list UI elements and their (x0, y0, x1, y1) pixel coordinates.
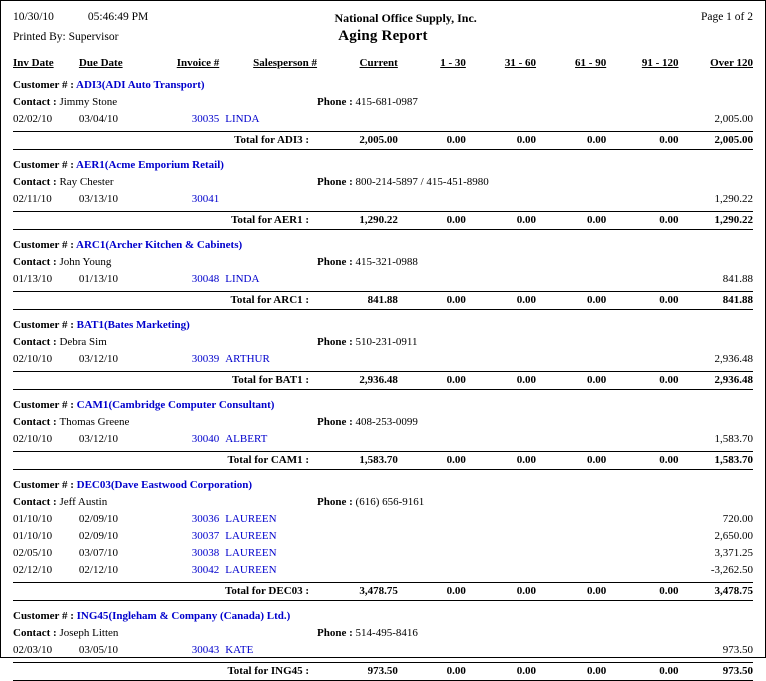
column-header-invoice: Invoice # (153, 55, 219, 75)
column-header-1-30: 1 - 30 (398, 55, 466, 75)
group-total-1-30: 0.00 (398, 663, 466, 681)
page-title: Aging Report (13, 28, 753, 45)
phone-cell (317, 254, 753, 271)
group-total-31-60: 0.00 (466, 372, 536, 390)
contact-name: John Young (59, 256, 111, 268)
cell-inv-date: 01/10/10 (13, 511, 79, 528)
group-total-31-60: 0.00 (466, 292, 536, 310)
cell-due-date: 03/12/10 (79, 351, 153, 368)
contact-label-text: Contact : (13, 176, 59, 188)
cell-due-date: 02/09/10 (79, 528, 153, 545)
cell-current (317, 642, 398, 659)
customer-header-row (13, 315, 753, 334)
group-total-over-120: 2,936.48 (679, 372, 753, 390)
cell-due-date: 01/13/10 (79, 271, 153, 288)
cell-91-120 (606, 528, 678, 545)
contact-label-text: Contact : (13, 496, 59, 508)
cell-1-30 (398, 111, 466, 128)
cell-over-120: 2,650.00 (679, 528, 753, 545)
group-total-current: 3,478.75 (317, 583, 398, 601)
group-total-over-120: 1,583.70 (679, 452, 753, 470)
cell-1-30 (398, 351, 466, 368)
contact-cell (13, 334, 317, 351)
cell-salesperson: LAUREEN (219, 545, 317, 562)
group-total-row (13, 583, 753, 601)
cell-61-90 (536, 271, 606, 288)
contact-name: Jimmy Stone (59, 96, 117, 108)
cell-current (317, 528, 398, 545)
cell-31-60 (466, 511, 536, 528)
cell-salesperson: LINDA (219, 111, 317, 128)
contact-row (13, 174, 753, 191)
group-total-current: 2,936.48 (317, 372, 398, 390)
phone-cell (317, 494, 753, 511)
group-total-61-90: 0.00 (536, 452, 606, 470)
column-header-31-60: 31 - 60 (466, 55, 536, 75)
aging-table (13, 55, 753, 681)
cell-31-60 (466, 545, 536, 562)
company-name: National Office Supply, Inc. (148, 11, 663, 26)
printed-by: Printed By: Supervisor (13, 31, 753, 43)
customer-label-text: Customer # : (13, 479, 77, 491)
cell-over-120: 973.50 (679, 642, 753, 659)
cell-inv-date: 02/10/10 (13, 431, 79, 448)
customer-label (13, 315, 317, 334)
contact-row (13, 94, 753, 111)
contact-label-text: Contact : (13, 627, 59, 639)
customer-label-text: Customer # : (13, 319, 77, 331)
cell-91-120 (606, 642, 678, 659)
group-total-row (13, 212, 753, 230)
cell-invoice-number[interactable]: 30048 (153, 271, 219, 288)
table-row (13, 351, 753, 368)
customer-name: (ADI Auto Transport) (102, 79, 205, 91)
cell-salesperson: LINDA (219, 271, 317, 288)
phone-label-text: Phone : (317, 416, 356, 428)
group-total-61-90: 0.00 (536, 292, 606, 310)
cell-invoice-number[interactable]: 30035 (153, 111, 219, 128)
group-total-current: 841.88 (317, 292, 398, 310)
table-row (13, 511, 753, 528)
group-total-over-120: 841.88 (679, 292, 753, 310)
group-total-31-60: 0.00 (466, 663, 536, 681)
customer-header-row (13, 75, 753, 94)
phone-label-text: Phone : (317, 336, 356, 348)
cell-invoice-number[interactable]: 30038 (153, 545, 219, 562)
group-total-row (13, 452, 753, 470)
table-header-row (13, 55, 753, 75)
empty-cell (317, 395, 753, 414)
customer-code[interactable]: ARC1 (76, 239, 105, 251)
group-total-61-90: 0.00 (536, 132, 606, 150)
customer-code[interactable]: AER1 (76, 159, 105, 171)
cell-salesperson: KATE (219, 642, 317, 659)
group-total-row (13, 663, 753, 681)
phone-number: 415-681-0987 (356, 96, 418, 108)
cell-61-90 (536, 545, 606, 562)
cell-due-date: 03/07/10 (79, 545, 153, 562)
company-name-block (148, 11, 663, 26)
group-total-1-30: 0.00 (398, 372, 466, 390)
cell-1-30 (398, 545, 466, 562)
cell-61-90 (536, 111, 606, 128)
customer-label-text: Customer # : (13, 159, 76, 171)
cell-61-90 (536, 562, 606, 579)
phone-cell (317, 334, 753, 351)
cell-31-60 (466, 111, 536, 128)
cell-61-90 (536, 511, 606, 528)
cell-due-date: 03/04/10 (79, 111, 153, 128)
phone-number: 510-231-0911 (356, 336, 418, 348)
cell-current (317, 545, 398, 562)
customer-label-text: Customer # : (13, 239, 76, 251)
cell-1-30 (398, 511, 466, 528)
cell-salesperson (219, 191, 317, 208)
phone-number: 408-253-0099 (356, 416, 418, 428)
group-total-91-120: 0.00 (606, 292, 678, 310)
empty-cell (317, 235, 753, 254)
cell-inv-date: 01/13/10 (13, 271, 79, 288)
cell-over-120: 1,583.70 (679, 431, 753, 448)
column-header-61-90: 61 - 90 (536, 55, 606, 75)
phone-label-text: Phone : (317, 256, 356, 268)
customer-label (13, 235, 317, 254)
cell-current (317, 351, 398, 368)
cell-31-60 (466, 562, 536, 579)
customer-label-text: Customer # : (13, 399, 77, 411)
phone-number: 415-321-0988 (356, 256, 418, 268)
customer-name: (Archer Kitchen & Cabinets) (105, 239, 242, 251)
customer-header-row (13, 155, 753, 174)
table-row (13, 431, 753, 448)
customer-name: (Cambridge Computer Consultant) (108, 399, 274, 411)
cell-61-90 (536, 528, 606, 545)
contact-name: Jeff Austin (59, 496, 107, 508)
cell-91-120 (606, 351, 678, 368)
cell-91-120 (606, 545, 678, 562)
cell-31-60 (466, 351, 536, 368)
contact-label-text: Contact : (13, 96, 59, 108)
table-row (13, 642, 753, 659)
cell-invoice-number[interactable]: 30043 (153, 642, 219, 659)
cell-31-60 (466, 642, 536, 659)
contact-row (13, 334, 753, 351)
group-total-91-120: 0.00 (606, 372, 678, 390)
cell-invoice-number[interactable]: 30040 (153, 431, 219, 448)
customer-code[interactable]: DEC03 (77, 479, 111, 491)
print-date: 10/30/10 (13, 11, 54, 23)
contact-label-text: Contact : (13, 256, 59, 268)
group-total-91-120: 0.00 (606, 583, 678, 601)
customer-name: (Dave Eastwood Corporation) (111, 479, 252, 491)
customer-code[interactable]: ADI3 (76, 79, 102, 91)
customer-name: (Bates Marketing) (104, 319, 190, 331)
cell-due-date: 02/12/10 (79, 562, 153, 579)
cell-over-120: -3,262.50 (679, 562, 753, 579)
group-total-current: 1,290.22 (317, 212, 398, 230)
group-total-over-120: 1,290.22 (679, 212, 753, 230)
column-header-inv-date: Inv Date (13, 55, 79, 75)
group-total-label: Total for ARC1 : (13, 292, 317, 310)
cell-inv-date: 02/03/10 (13, 642, 79, 659)
group-total-label: Total for ING45 : (13, 663, 317, 681)
contact-cell (13, 254, 317, 271)
cell-inv-date: 01/10/10 (13, 528, 79, 545)
cell-61-90 (536, 191, 606, 208)
cell-inv-date: 02/10/10 (13, 351, 79, 368)
contact-row (13, 254, 753, 271)
group-total-91-120: 0.00 (606, 132, 678, 150)
group-total-91-120: 0.00 (606, 663, 678, 681)
cell-61-90 (536, 351, 606, 368)
empty-cell (317, 606, 753, 625)
cell-91-120 (606, 562, 678, 579)
cell-31-60 (466, 431, 536, 448)
group-total-label: Total for AER1 : (13, 212, 317, 230)
contact-cell (13, 174, 317, 191)
empty-cell (317, 315, 753, 334)
contact-row (13, 414, 753, 431)
cell-salesperson: ARTHUR (219, 351, 317, 368)
cell-31-60 (466, 191, 536, 208)
customer-label-text: Customer # : (13, 79, 76, 91)
cell-61-90 (536, 642, 606, 659)
contact-name: Thomas Greene (59, 416, 129, 428)
contact-name: Ray Chester (59, 176, 113, 188)
cell-91-120 (606, 191, 678, 208)
empty-cell (317, 475, 753, 494)
group-total-1-30: 0.00 (398, 292, 466, 310)
cell-over-120: 1,290.22 (679, 191, 753, 208)
group-total-current: 2,005.00 (317, 132, 398, 150)
cell-due-date: 03/05/10 (79, 642, 153, 659)
column-header-due-date: Due Date (79, 55, 153, 75)
cell-inv-date: 02/11/10 (13, 191, 79, 208)
column-header-salesperson: Salesperson # (219, 55, 317, 75)
cell-current (317, 431, 398, 448)
contact-label-text: Contact : (13, 336, 59, 348)
group-total-over-120: 2,005.00 (679, 132, 753, 150)
table-row (13, 528, 753, 545)
group-total-label: Total for BAT1 : (13, 372, 317, 390)
phone-cell (317, 174, 753, 191)
cell-1-30 (398, 271, 466, 288)
customer-code[interactable]: BAT1 (77, 319, 104, 331)
cell-due-date: 02/09/10 (79, 511, 153, 528)
customer-label (13, 395, 317, 414)
table-row (13, 111, 753, 128)
group-total-31-60: 0.00 (466, 212, 536, 230)
group-total-31-60: 0.00 (466, 452, 536, 470)
contact-cell (13, 94, 317, 111)
print-time: 05:46:49 PM (88, 11, 148, 23)
group-total-1-30: 0.00 (398, 132, 466, 150)
group-total-over-120: 3,478.75 (679, 583, 753, 601)
customer-label (13, 155, 317, 174)
group-total-row (13, 292, 753, 310)
report-header (13, 11, 753, 26)
phone-cell (317, 625, 753, 642)
cell-31-60 (466, 528, 536, 545)
cell-1-30 (398, 528, 466, 545)
table-row (13, 545, 753, 562)
cell-salesperson: LAUREEN (219, 562, 317, 579)
cell-invoice-number[interactable]: 30036 (153, 511, 219, 528)
cell-due-date: 03/13/10 (79, 191, 153, 208)
phone-cell (317, 94, 753, 111)
cell-1-30 (398, 191, 466, 208)
group-total-current: 1,583.70 (317, 452, 398, 470)
customer-code[interactable]: ING45 (77, 610, 109, 622)
cell-salesperson: LAUREEN (219, 511, 317, 528)
cell-current (317, 511, 398, 528)
cell-1-30 (398, 562, 466, 579)
cell-inv-date: 02/02/10 (13, 111, 79, 128)
cell-invoice-number[interactable]: 30042 (153, 562, 219, 579)
column-header-91-120: 91 - 120 (606, 55, 678, 75)
customer-header-row (13, 606, 753, 625)
cell-invoice-number[interactable]: 30039 (153, 351, 219, 368)
column-header-current: Current (317, 55, 398, 75)
group-total-31-60: 0.00 (466, 132, 536, 150)
cell-inv-date: 02/12/10 (13, 562, 79, 579)
cell-invoice-number[interactable]: 30037 (153, 528, 219, 545)
cell-current (317, 191, 398, 208)
group-total-91-120: 0.00 (606, 212, 678, 230)
group-total-1-30: 0.00 (398, 452, 466, 470)
table-row (13, 271, 753, 288)
empty-cell (317, 75, 753, 94)
customer-label-text: Customer # : (13, 610, 77, 622)
group-total-label: Total for DEC03 : (13, 583, 317, 601)
phone-number: 800-214-5897 / 415-451-8980 (356, 176, 489, 188)
contact-cell (13, 625, 317, 642)
group-total-31-60: 0.00 (466, 583, 536, 601)
cell-over-120: 841.88 (679, 271, 753, 288)
column-header-over-120: Over 120 (679, 55, 753, 75)
phone-number: 514-495-8416 (356, 627, 418, 639)
cell-inv-date: 02/05/10 (13, 545, 79, 562)
customer-name: (Acme Emporium Retail) (105, 159, 224, 171)
phone-cell (317, 414, 753, 431)
customer-header-row (13, 235, 753, 254)
cell-over-120: 2,005.00 (679, 111, 753, 128)
cell-salesperson: ALBERT (219, 431, 317, 448)
group-total-current: 973.50 (317, 663, 398, 681)
table-row (13, 191, 753, 208)
header-datetime (13, 11, 148, 23)
group-total-61-90: 0.00 (536, 212, 606, 230)
group-total-91-120: 0.00 (606, 452, 678, 470)
contact-label-text: Contact : (13, 416, 59, 428)
cell-current (317, 562, 398, 579)
phone-label-text: Phone : (317, 627, 356, 639)
group-total-label: Total for ADI3 : (13, 132, 317, 150)
cell-current (317, 271, 398, 288)
cell-over-120: 2,936.48 (679, 351, 753, 368)
cell-invoice-number[interactable]: 30041 (153, 191, 219, 208)
group-total-61-90: 0.00 (536, 663, 606, 681)
phone-number: (616) 656-9161 (356, 496, 425, 508)
group-total-over-120: 973.50 (679, 663, 753, 681)
contact-row (13, 625, 753, 642)
cell-over-120: 3,371.25 (679, 545, 753, 562)
cell-91-120 (606, 111, 678, 128)
contact-cell (13, 494, 317, 511)
empty-cell (317, 155, 753, 174)
contact-name: Debra Sim (59, 336, 106, 348)
phone-label-text: Phone : (317, 176, 356, 188)
contact-name: Joseph Litten (59, 627, 118, 639)
cell-1-30 (398, 431, 466, 448)
contact-cell (13, 414, 317, 431)
group-total-row (13, 132, 753, 150)
phone-label-text: Phone : (317, 96, 356, 108)
cell-due-date: 03/12/10 (79, 431, 153, 448)
group-total-1-30: 0.00 (398, 212, 466, 230)
group-total-label: Total for CAM1 : (13, 452, 317, 470)
cell-over-120: 720.00 (679, 511, 753, 528)
phone-label-text: Phone : (317, 496, 356, 508)
cell-91-120 (606, 431, 678, 448)
customer-name: (Ingleham & Company (Canada) Ltd.) (108, 610, 290, 622)
cell-salesperson: LAUREEN (219, 528, 317, 545)
group-total-61-90: 0.00 (536, 583, 606, 601)
cell-31-60 (466, 271, 536, 288)
group-total-row (13, 372, 753, 390)
customer-label (13, 75, 317, 94)
table-row (13, 562, 753, 579)
cell-91-120 (606, 271, 678, 288)
customer-code[interactable]: CAM1 (77, 399, 109, 411)
page-number: Page 1 of 2 (663, 11, 753, 23)
customer-header-row (13, 395, 753, 414)
cell-91-120 (606, 511, 678, 528)
cell-1-30 (398, 642, 466, 659)
customer-label (13, 606, 317, 625)
cell-current (317, 111, 398, 128)
customer-header-row (13, 475, 753, 494)
cell-61-90 (536, 431, 606, 448)
group-total-61-90: 0.00 (536, 372, 606, 390)
contact-row (13, 494, 753, 511)
customer-label (13, 475, 317, 494)
group-total-1-30: 0.00 (398, 583, 466, 601)
